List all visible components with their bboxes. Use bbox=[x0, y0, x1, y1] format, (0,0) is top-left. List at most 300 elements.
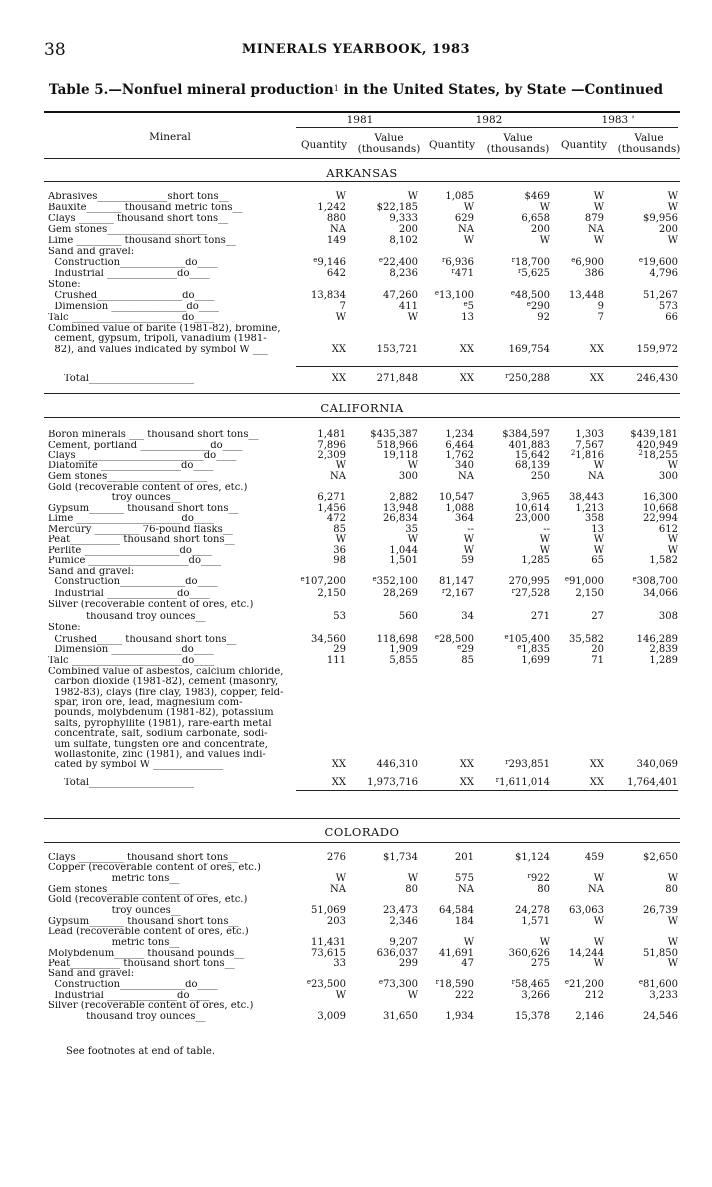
cell-q81 bbox=[294, 980, 346, 990]
cell-value: W bbox=[539, 202, 550, 213]
section-end-rule bbox=[44, 818, 680, 819]
cell-q82 bbox=[422, 535, 474, 545]
cell-value: 459 bbox=[584, 852, 604, 863]
cell-q81 bbox=[294, 291, 346, 301]
cell-value: 80 bbox=[665, 884, 678, 895]
row-label: Gem stones____________________ bbox=[48, 472, 208, 482]
cell-v81 bbox=[354, 535, 418, 545]
cell-value: 1,085 bbox=[445, 191, 474, 202]
cell-value: 23,500 bbox=[311, 979, 346, 990]
cell-q81 bbox=[294, 258, 346, 268]
section-heading-label: ARKANSAS bbox=[326, 166, 398, 180]
cell-value: XX bbox=[589, 759, 604, 770]
cell-v83 bbox=[618, 980, 678, 990]
cell-value: 64,584 bbox=[439, 905, 474, 916]
row-label: troy ounces__ bbox=[48, 906, 181, 916]
cell-q81 bbox=[294, 589, 346, 599]
cell-q83 bbox=[552, 514, 604, 524]
cell-value: 922 bbox=[530, 873, 550, 884]
cell-value: 575 bbox=[454, 873, 474, 884]
cell-value: 299 bbox=[398, 958, 418, 969]
cell-q83 bbox=[552, 874, 604, 884]
cell-footnote-mark: e bbox=[632, 575, 637, 583]
cell-footnote-mark: r bbox=[435, 978, 439, 986]
cell-v82 bbox=[484, 917, 550, 927]
cell-value: 200 bbox=[658, 224, 678, 235]
cell-value: 308 bbox=[658, 611, 678, 622]
row-label: Construction_____________do____ bbox=[48, 577, 218, 587]
cell-footnote-mark: e bbox=[638, 256, 643, 264]
cell-value: 1,934 bbox=[445, 1011, 474, 1022]
cell-v81 bbox=[354, 430, 418, 440]
cell-v81 bbox=[354, 313, 418, 323]
cell-v82 bbox=[484, 258, 550, 268]
cell-value: 34 bbox=[461, 611, 474, 622]
header-bottom-rule bbox=[44, 158, 680, 159]
cell-q82 bbox=[422, 991, 474, 1001]
cell-value: 111 bbox=[326, 655, 346, 666]
cell-v83 bbox=[618, 236, 678, 246]
section-rule bbox=[44, 842, 680, 843]
row-label: Construction_____________do____ bbox=[48, 258, 218, 268]
cell-value: 13,448 bbox=[569, 290, 604, 301]
column-header-mineral: Mineral bbox=[149, 131, 191, 143]
cell-v82 bbox=[484, 1012, 550, 1022]
row-label: spar, iron ore, lead, magnesium com- bbox=[48, 698, 243, 708]
cell-v81 bbox=[354, 374, 418, 384]
cell-value: 34,560 bbox=[311, 634, 346, 645]
cell-v81 bbox=[354, 203, 418, 213]
cell-value: NA bbox=[330, 224, 346, 235]
cell-q83 bbox=[552, 493, 604, 503]
cell-value: 1,909 bbox=[389, 644, 418, 655]
cell-value: 13 bbox=[591, 524, 604, 535]
running-head: MINERALS YEARBOOK, 1983 bbox=[241, 42, 471, 57]
cell-value: W bbox=[667, 937, 678, 948]
cell-q82 bbox=[422, 874, 474, 884]
cell-value: 65 bbox=[591, 555, 604, 566]
cell-footnote-mark: r bbox=[451, 267, 455, 275]
cell-value: 2,150 bbox=[575, 588, 604, 599]
cell-q81 bbox=[294, 236, 346, 246]
cell-value: $1,734 bbox=[383, 852, 418, 863]
cell-value: 250,288 bbox=[508, 373, 550, 384]
cell-value: $1,124 bbox=[515, 852, 550, 863]
cell-value: W bbox=[463, 235, 474, 246]
cell-value: XX bbox=[331, 373, 346, 384]
cell-q82 bbox=[422, 461, 474, 471]
row-label: Gypsum_______ thousand short tons__ bbox=[48, 917, 239, 927]
cell-q81 bbox=[294, 577, 346, 587]
cell-v83 bbox=[618, 345, 678, 355]
row-label: Construction_____________do____ bbox=[48, 980, 218, 990]
cell-value: $439,181 bbox=[630, 429, 678, 440]
row-label: cated by symbol W ______________ bbox=[48, 760, 224, 770]
cell-value: 73,300 bbox=[383, 979, 418, 990]
cell-value: 31,650 bbox=[383, 1011, 418, 1022]
cell-value: NA bbox=[330, 471, 346, 482]
cell-value: 9,333 bbox=[389, 213, 418, 224]
cell-v83 bbox=[618, 302, 678, 312]
cell-q83 bbox=[552, 917, 604, 927]
header-quantity-1983: Quantity bbox=[560, 139, 608, 151]
cell-q82 bbox=[422, 374, 474, 384]
cell-v81 bbox=[354, 461, 418, 471]
header-quantity-1981: Quantity bbox=[300, 139, 348, 151]
cell-value: 1,764,401 bbox=[627, 777, 678, 788]
cell-v82 bbox=[484, 874, 550, 884]
row-label: cement, gypsum, tripoli, vanadium (1981- bbox=[48, 334, 267, 344]
cell-value: W bbox=[539, 534, 550, 545]
cell-q81 bbox=[294, 853, 346, 863]
cell-q81 bbox=[294, 345, 346, 355]
cell-value: W bbox=[593, 534, 604, 545]
cell-q83 bbox=[552, 906, 604, 916]
cell-q83 bbox=[552, 461, 604, 471]
cell-value: 48,500 bbox=[515, 290, 550, 301]
cell-value: 364 bbox=[454, 513, 474, 524]
cell-value: W bbox=[667, 202, 678, 213]
cell-value: 250 bbox=[530, 471, 550, 482]
row-label: Dimension ______________do____ bbox=[48, 645, 214, 655]
cell-q82 bbox=[422, 313, 474, 323]
cell-value: 246,430 bbox=[636, 373, 678, 384]
cell-value: 1,456 bbox=[317, 503, 346, 514]
cell-value: 80 bbox=[537, 884, 550, 895]
cell-value: 85 bbox=[333, 524, 346, 535]
cell-value: 34,066 bbox=[643, 588, 678, 599]
cell-q83 bbox=[552, 589, 604, 599]
cell-footnote-mark: r bbox=[518, 267, 522, 275]
row-label: pounds, molybdenum (1981-82), potassium bbox=[48, 708, 274, 718]
cell-value: 58,465 bbox=[515, 979, 550, 990]
cell-v81 bbox=[354, 885, 418, 895]
cell-q83 bbox=[552, 258, 604, 268]
cell-q83 bbox=[552, 430, 604, 440]
cell-v81 bbox=[354, 577, 418, 587]
cell-v81 bbox=[354, 472, 418, 482]
cell-q83 bbox=[552, 345, 604, 355]
cell-v83 bbox=[618, 874, 678, 884]
cell-value: 1,611,014 bbox=[499, 777, 550, 788]
cell-footnote-mark: r bbox=[442, 256, 446, 264]
cell-footnote-mark: e bbox=[300, 575, 305, 583]
cell-v82 bbox=[484, 906, 550, 916]
cell-value: 19,600 bbox=[643, 257, 678, 268]
cell-value: 51,069 bbox=[311, 905, 346, 916]
cell-value: NA bbox=[588, 471, 604, 482]
cell-value: W bbox=[667, 235, 678, 246]
cell-q81 bbox=[294, 645, 346, 655]
cell-value: 5,625 bbox=[521, 268, 550, 279]
header-value-1981: Value (thousands) bbox=[357, 132, 421, 155]
cell-q82 bbox=[422, 938, 474, 948]
cell-value: 1,044 bbox=[389, 545, 418, 556]
cell-value: 200 bbox=[398, 224, 418, 235]
row-label: Gold (recoverable content of ores, etc.) bbox=[48, 895, 248, 905]
cell-v82 bbox=[484, 461, 550, 471]
cell-value: W bbox=[667, 958, 678, 969]
cell-q81 bbox=[294, 874, 346, 884]
cell-value: W bbox=[667, 873, 678, 884]
section-heading-label: COLORADO bbox=[324, 825, 400, 839]
row-label: thousand troy ounces__ bbox=[48, 1012, 206, 1022]
cell-v81 bbox=[354, 556, 418, 566]
row-label: carbon dioxide (1981-82), cement (masonry, bbox=[48, 677, 279, 687]
cell-value: 91,000 bbox=[569, 576, 604, 587]
cell-q83 bbox=[552, 612, 604, 622]
cell-q83 bbox=[552, 556, 604, 566]
cell-value: 276 bbox=[326, 852, 346, 863]
row-label: metric tons__ bbox=[48, 938, 180, 948]
cell-value: W bbox=[593, 202, 604, 213]
cell-value: XX bbox=[459, 373, 474, 384]
cell-value: 107,200 bbox=[304, 576, 346, 587]
cell-value: W bbox=[539, 937, 550, 948]
cell-value: W bbox=[463, 534, 474, 545]
cell-v81 bbox=[354, 656, 418, 666]
cell-value: W bbox=[593, 235, 604, 246]
cell-q82 bbox=[422, 853, 474, 863]
cell-value: 10,547 bbox=[439, 492, 474, 503]
cell-v83 bbox=[618, 645, 678, 655]
cell-value: 6,900 bbox=[575, 257, 604, 268]
header-value-1982: Value (thousands) bbox=[486, 132, 550, 155]
cell-q82 bbox=[422, 885, 474, 895]
cell-v81 bbox=[354, 192, 418, 202]
cell-footnote-mark: e bbox=[517, 643, 522, 651]
cell-value: 13,948 bbox=[383, 503, 418, 514]
cell-value: W bbox=[593, 916, 604, 927]
cell-q82 bbox=[422, 656, 474, 666]
cell-value: 1,481 bbox=[317, 429, 346, 440]
cell-value: W bbox=[335, 534, 346, 545]
cell-v83 bbox=[618, 959, 678, 969]
cell-value: 2,150 bbox=[317, 588, 346, 599]
row-label: Boron minerals ___ thousand short tons__ bbox=[48, 430, 259, 440]
cell-v83 bbox=[618, 535, 678, 545]
row-label: um sulfate, tungsten ore and concentrate, bbox=[48, 740, 268, 750]
header-value-1983: Value (thousands) bbox=[617, 132, 681, 155]
footnote-note: See footnotes at end of table. bbox=[66, 1046, 216, 1057]
row-label: Silver (recoverable content of ores, etc.) bbox=[48, 1001, 254, 1011]
cell-value: 146,289 bbox=[636, 634, 678, 645]
cell-v83 bbox=[618, 291, 678, 301]
cell-value: 2,839 bbox=[649, 644, 678, 655]
cell-value: 47,260 bbox=[383, 290, 418, 301]
cell-v82 bbox=[484, 991, 550, 1001]
cell-v83 bbox=[618, 269, 678, 279]
cell-value: 15,642 bbox=[515, 450, 550, 461]
cell-value: 29 bbox=[461, 644, 474, 655]
cell-value: NA bbox=[588, 224, 604, 235]
cell-value: 27 bbox=[591, 611, 604, 622]
cell-q81 bbox=[294, 430, 346, 440]
cell-footnote-mark: e bbox=[526, 300, 531, 308]
cell-v82 bbox=[484, 472, 550, 482]
cell-value: W bbox=[407, 191, 418, 202]
cell-value: 2,309 bbox=[317, 450, 346, 461]
cell-value: 10,614 bbox=[515, 503, 550, 514]
section-heading bbox=[44, 166, 680, 180]
cell-v83 bbox=[618, 917, 678, 927]
cell-q83 bbox=[552, 885, 604, 895]
cell-q81 bbox=[294, 917, 346, 927]
row-label: Total_____________________ bbox=[48, 374, 194, 384]
row-label: Silver (recoverable content of ores, etc.) bbox=[48, 600, 254, 610]
row-label: Stone: bbox=[48, 280, 81, 290]
cell-q81 bbox=[294, 535, 346, 545]
cell-q82 bbox=[422, 612, 474, 622]
cell-q81 bbox=[294, 225, 346, 235]
cell-q81 bbox=[294, 612, 346, 622]
cell-v83 bbox=[618, 938, 678, 948]
cell-v82 bbox=[484, 959, 550, 969]
cell-value: 411 bbox=[398, 301, 418, 312]
section-heading bbox=[44, 401, 680, 415]
cell-v82 bbox=[484, 656, 550, 666]
cell-footnote-mark: 2 bbox=[570, 449, 576, 457]
cell-value: 26,834 bbox=[383, 513, 418, 524]
column-header-1982: 1982 bbox=[475, 114, 503, 126]
cell-q81 bbox=[294, 991, 346, 1001]
row-label: Cement, portland ______________do____ bbox=[48, 441, 243, 451]
section-end-rule bbox=[44, 393, 680, 394]
cell-value: 1,303 bbox=[575, 429, 604, 440]
cell-value: 290 bbox=[530, 301, 550, 312]
cell-value: 23,000 bbox=[515, 513, 550, 524]
cell-v82 bbox=[484, 853, 550, 863]
cell-value: 80 bbox=[405, 884, 418, 895]
cell-value: W bbox=[463, 202, 474, 213]
cell-v82 bbox=[484, 493, 550, 503]
cell-value: 560 bbox=[398, 611, 418, 622]
cell-value: $384,597 bbox=[502, 429, 550, 440]
cell-v83 bbox=[618, 493, 678, 503]
cell-v83 bbox=[618, 991, 678, 1001]
cell-q81 bbox=[294, 760, 346, 770]
cell-value: 35 bbox=[405, 524, 418, 535]
cell-footnote-mark: e bbox=[564, 575, 569, 583]
cell-value: 29 bbox=[333, 644, 346, 655]
cell-value: XX bbox=[331, 759, 346, 770]
row-label: concentrate, salt, sodium carbonate, sodi- bbox=[48, 729, 268, 739]
cell-v83 bbox=[618, 612, 678, 622]
cell-value: 446,310 bbox=[376, 759, 418, 770]
cell-v83 bbox=[618, 577, 678, 587]
cell-footnote-mark: e bbox=[434, 289, 439, 297]
cell-q82 bbox=[422, 959, 474, 969]
cell-value: W bbox=[593, 191, 604, 202]
cell-q82 bbox=[422, 906, 474, 916]
cell-value: 51,850 bbox=[643, 948, 678, 959]
cell-q83 bbox=[552, 214, 604, 224]
cell-value: 13 bbox=[461, 312, 474, 323]
cell-q81 bbox=[294, 472, 346, 482]
cell-q81 bbox=[294, 778, 346, 788]
cell-value: 1,699 bbox=[521, 655, 550, 666]
cell-v81 bbox=[354, 938, 418, 948]
cell-v81 bbox=[354, 514, 418, 524]
cell-q82 bbox=[422, 214, 474, 224]
cell-footnote-mark: e bbox=[638, 978, 643, 986]
row-label: Sand and gravel: bbox=[48, 247, 135, 257]
row-label: Combined value of barite (1981-82), bromine, bbox=[48, 324, 281, 334]
cell-q82 bbox=[422, 236, 474, 246]
cell-q83 bbox=[552, 302, 604, 312]
cell-value: 642 bbox=[326, 268, 346, 279]
cell-value: 203 bbox=[326, 916, 346, 927]
row-label: Abrasives______________short tons__ bbox=[48, 192, 229, 202]
cell-q81 bbox=[294, 938, 346, 948]
cell-value: XX bbox=[331, 777, 346, 788]
cell-v82 bbox=[484, 938, 550, 948]
row-label: troy ounces__ bbox=[48, 493, 181, 503]
cell-value: 340 bbox=[454, 460, 474, 471]
total-rule bbox=[296, 366, 678, 367]
cell-value: 2,882 bbox=[389, 492, 418, 503]
cell-value: 471 bbox=[454, 268, 474, 279]
row-label: Gem stones____________________ bbox=[48, 225, 208, 235]
cell-value: 573 bbox=[658, 301, 678, 312]
row-label: Perlite ___________________do____ bbox=[48, 546, 212, 556]
cell-value: 1,213 bbox=[575, 503, 604, 514]
cell-v81 bbox=[354, 493, 418, 503]
cell-value: 18,255 bbox=[643, 450, 678, 461]
cell-v82 bbox=[484, 556, 550, 566]
cell-value: 10,668 bbox=[643, 503, 678, 514]
cell-v82 bbox=[484, 291, 550, 301]
section-rule bbox=[44, 417, 680, 418]
cell-value: 7 bbox=[339, 301, 346, 312]
row-label: Gypsum_______ thousand short tons__ bbox=[48, 504, 239, 514]
cell-value: 1,762 bbox=[445, 450, 474, 461]
row-label: Sand and gravel: bbox=[48, 567, 135, 577]
row-label: Lead (recoverable content of ores, etc.) bbox=[48, 927, 249, 937]
cell-value: 41,691 bbox=[439, 948, 474, 959]
cell-q82 bbox=[422, 493, 474, 503]
cell-value: 636,037 bbox=[376, 948, 418, 959]
cell-value: 9,146 bbox=[317, 257, 346, 268]
cell-v81 bbox=[354, 225, 418, 235]
cell-value: 27,528 bbox=[515, 588, 550, 599]
cell-v81 bbox=[354, 991, 418, 1001]
cell-v81 bbox=[354, 345, 418, 355]
cell-q82 bbox=[422, 917, 474, 927]
cell-v83 bbox=[618, 192, 678, 202]
row-label: Crushed_____ thousand short tons__ bbox=[48, 635, 237, 645]
cell-value: 9,207 bbox=[389, 937, 418, 948]
cell-q82 bbox=[422, 269, 474, 279]
cell-q82 bbox=[422, 192, 474, 202]
cell-value: 105,400 bbox=[508, 634, 550, 645]
cell-value: 24,546 bbox=[643, 1011, 678, 1022]
cell-q81 bbox=[294, 514, 346, 524]
cell-q81 bbox=[294, 493, 346, 503]
cell-q81 bbox=[294, 906, 346, 916]
cell-q83 bbox=[552, 472, 604, 482]
cell-q83 bbox=[552, 535, 604, 545]
cell-v81 bbox=[354, 760, 418, 770]
cell-value: 1,973,716 bbox=[367, 777, 418, 788]
cell-q83 bbox=[552, 980, 604, 990]
section-heading bbox=[44, 825, 680, 839]
cell-v83 bbox=[618, 313, 678, 323]
year-subrule bbox=[296, 127, 678, 128]
cell-value: 2,167 bbox=[445, 588, 474, 599]
row-label: Industrial ______________do____ bbox=[48, 589, 210, 599]
row-label: Sand and gravel: bbox=[48, 969, 135, 979]
